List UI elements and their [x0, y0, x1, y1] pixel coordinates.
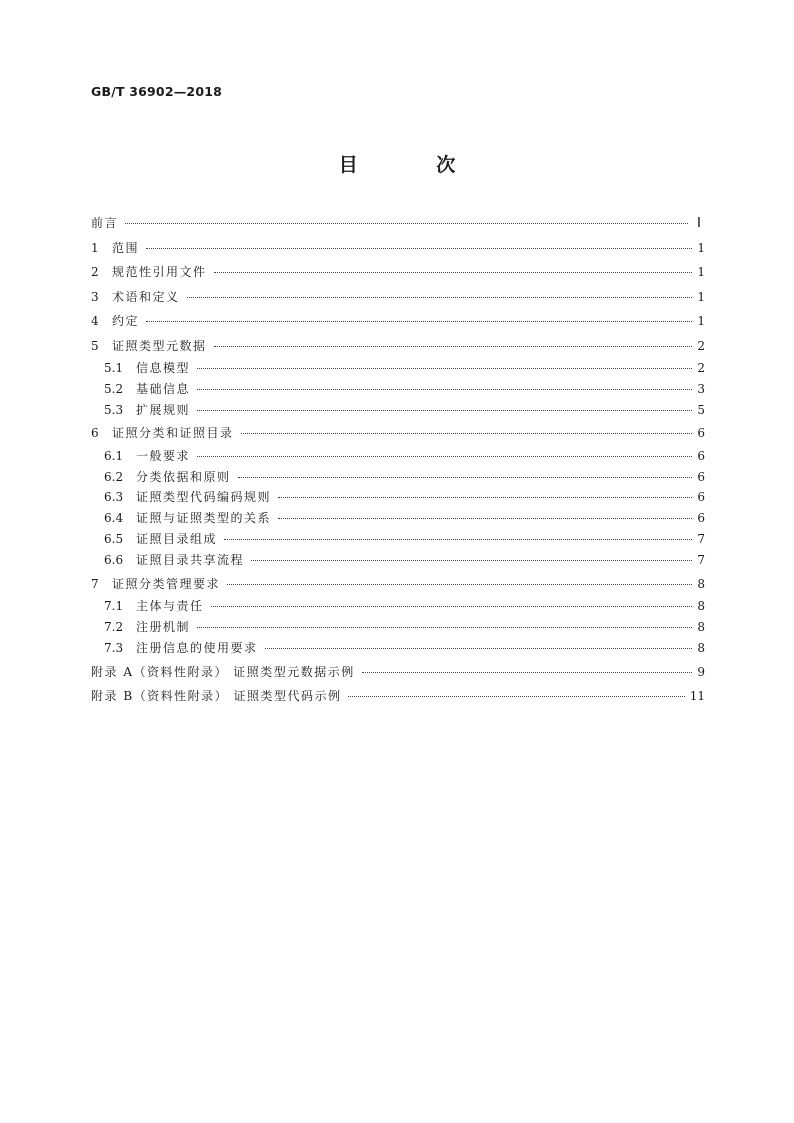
toc-entry-number: 6.1 — [104, 448, 124, 463]
toc-entry-label: 附录 A（资料性附录） 证照类型元数据示例 — [91, 664, 355, 679]
toc-entry-number: 7 — [91, 576, 99, 591]
toc-entry-page-number: 8 — [697, 576, 705, 591]
toc-entry-label: 附录 B（资料性附录） 证照类型代码示例 — [91, 689, 342, 704]
toc-entry[interactable] — [91, 687, 705, 712]
toc-entry-number: 5.3 — [104, 402, 124, 417]
toc-entry-number: 7.3 — [104, 640, 124, 655]
toc-entry-label: 证照目录共享流程 — [136, 552, 245, 567]
toc-entry[interactable] — [91, 639, 705, 660]
toc-entry[interactable] — [91, 401, 705, 422]
toc-entry-label: 术语和定义 — [112, 289, 180, 304]
toc-entry-number: 5 — [91, 338, 99, 353]
toc-entry-label: 一般要求 — [136, 448, 191, 463]
dot-leader — [241, 421, 692, 434]
page-title: 目 次 — [338, 154, 492, 176]
toc-entry-label: 注册机制 — [136, 619, 191, 634]
toc-entry-page-number: 8 — [697, 619, 705, 634]
toc-entry-number: 2 — [91, 265, 99, 279]
toc-entry-page-number: 6 — [697, 511, 705, 526]
dot-leader — [224, 527, 692, 540]
toc-entry-page-number: 1 — [697, 240, 705, 255]
toc-entry-label: 证照分类和证照目录 — [112, 426, 234, 441]
toc-entry-number: 4 — [91, 314, 99, 328]
toc-entry-page-number: 6 — [697, 426, 705, 441]
toc-entry-page-number: 6 — [697, 469, 705, 484]
dot-leader — [238, 465, 692, 478]
toc-entry-page-number: 6 — [697, 448, 705, 463]
toc-entry-page-number: 1 — [697, 265, 705, 279]
toc-entry-label: 基础信息 — [136, 381, 191, 396]
dot-leader — [362, 660, 692, 673]
dot-leader — [211, 594, 692, 607]
dot-leader — [227, 572, 692, 585]
toc-entry-number: 6.4 — [104, 511, 124, 526]
toc-entry-number: 7.2 — [104, 619, 124, 634]
dot-leader — [214, 260, 692, 273]
toc-entry-label: 扩展规则 — [136, 402, 191, 417]
dot-leader — [251, 548, 692, 561]
toc-entry-page-number: 7 — [697, 532, 705, 547]
dot-leader — [197, 356, 692, 369]
dot-leader — [187, 285, 692, 298]
toc-entry-number: 5.2 — [104, 381, 124, 396]
toc-entry-label: 证照类型元数据 — [112, 338, 207, 353]
toc-entry-label: 规范性引用文件 — [112, 265, 207, 279]
toc-entry-page-number: 6 — [697, 490, 705, 505]
toc-entry-page-number: 2 — [697, 361, 705, 375]
toc-entry-page-number: 11 — [689, 689, 705, 704]
toc-entry[interactable] — [91, 551, 705, 572]
toc-entry-number: 6 — [91, 426, 99, 441]
toc-entry-number: 6.2 — [104, 469, 124, 484]
toc-entry-page-number: 3 — [697, 381, 705, 396]
toc-entry-number: 6.5 — [104, 532, 124, 547]
dot-leader — [197, 377, 692, 390]
dot-leader — [348, 684, 684, 697]
toc-entry-page-number: 5 — [697, 402, 705, 417]
toc-entry-label: 证照目录组成 — [136, 532, 218, 547]
toc-entry-page-number: 1 — [697, 289, 705, 304]
toc-entry-label: 范围 — [112, 240, 140, 255]
toc-entry-number: 1 — [91, 240, 99, 255]
toc-entry-page-number: 7 — [697, 552, 705, 567]
dot-leader — [125, 211, 688, 224]
toc-entry-label: 前言 — [91, 216, 119, 230]
toc-entry-label: 证照分类管理要求 — [112, 576, 221, 591]
toc-entry-label: 证照类型代码编码规则 — [136, 490, 272, 505]
toc-entry-page-number: 2 — [697, 338, 705, 353]
standard-code: GB/T 36902—2018 — [91, 84, 223, 99]
dot-leader — [278, 485, 692, 498]
dot-leader — [197, 615, 692, 628]
toc-entry-label: 注册信息的使用要求 — [136, 640, 258, 655]
dot-leader — [197, 444, 692, 457]
dot-leader — [197, 398, 692, 411]
dot-leader — [146, 236, 692, 249]
toc-entry-page-number: 1 — [697, 314, 705, 328]
toc-entry-label: 证照与证照类型的关系 — [136, 511, 272, 526]
toc-entry-label: 分类依据和原则 — [136, 469, 231, 484]
toc-entry-page-number: Ⅰ — [696, 216, 701, 231]
toc-entry-number: 6.3 — [104, 490, 124, 505]
toc-entry-number: 7.1 — [104, 599, 124, 614]
toc-entry-page-number: 8 — [697, 599, 705, 614]
toc-entry-page-number: 9 — [697, 664, 705, 679]
toc-entry-label: 约定 — [112, 314, 140, 328]
toc-entry-number: 3 — [91, 289, 99, 304]
dot-leader — [214, 334, 692, 347]
dot-leader — [146, 309, 692, 322]
dot-leader — [278, 506, 692, 519]
toc-entry-label: 主体与责任 — [136, 599, 204, 614]
dot-leader — [265, 636, 692, 649]
toc-entry-number: 6.6 — [104, 552, 124, 567]
toc-entry-label: 信息模型 — [136, 361, 191, 375]
toc-entry-number: 5.1 — [104, 361, 124, 375]
toc-entry-page-number: 8 — [697, 640, 705, 655]
table-of-contents — [91, 214, 705, 712]
